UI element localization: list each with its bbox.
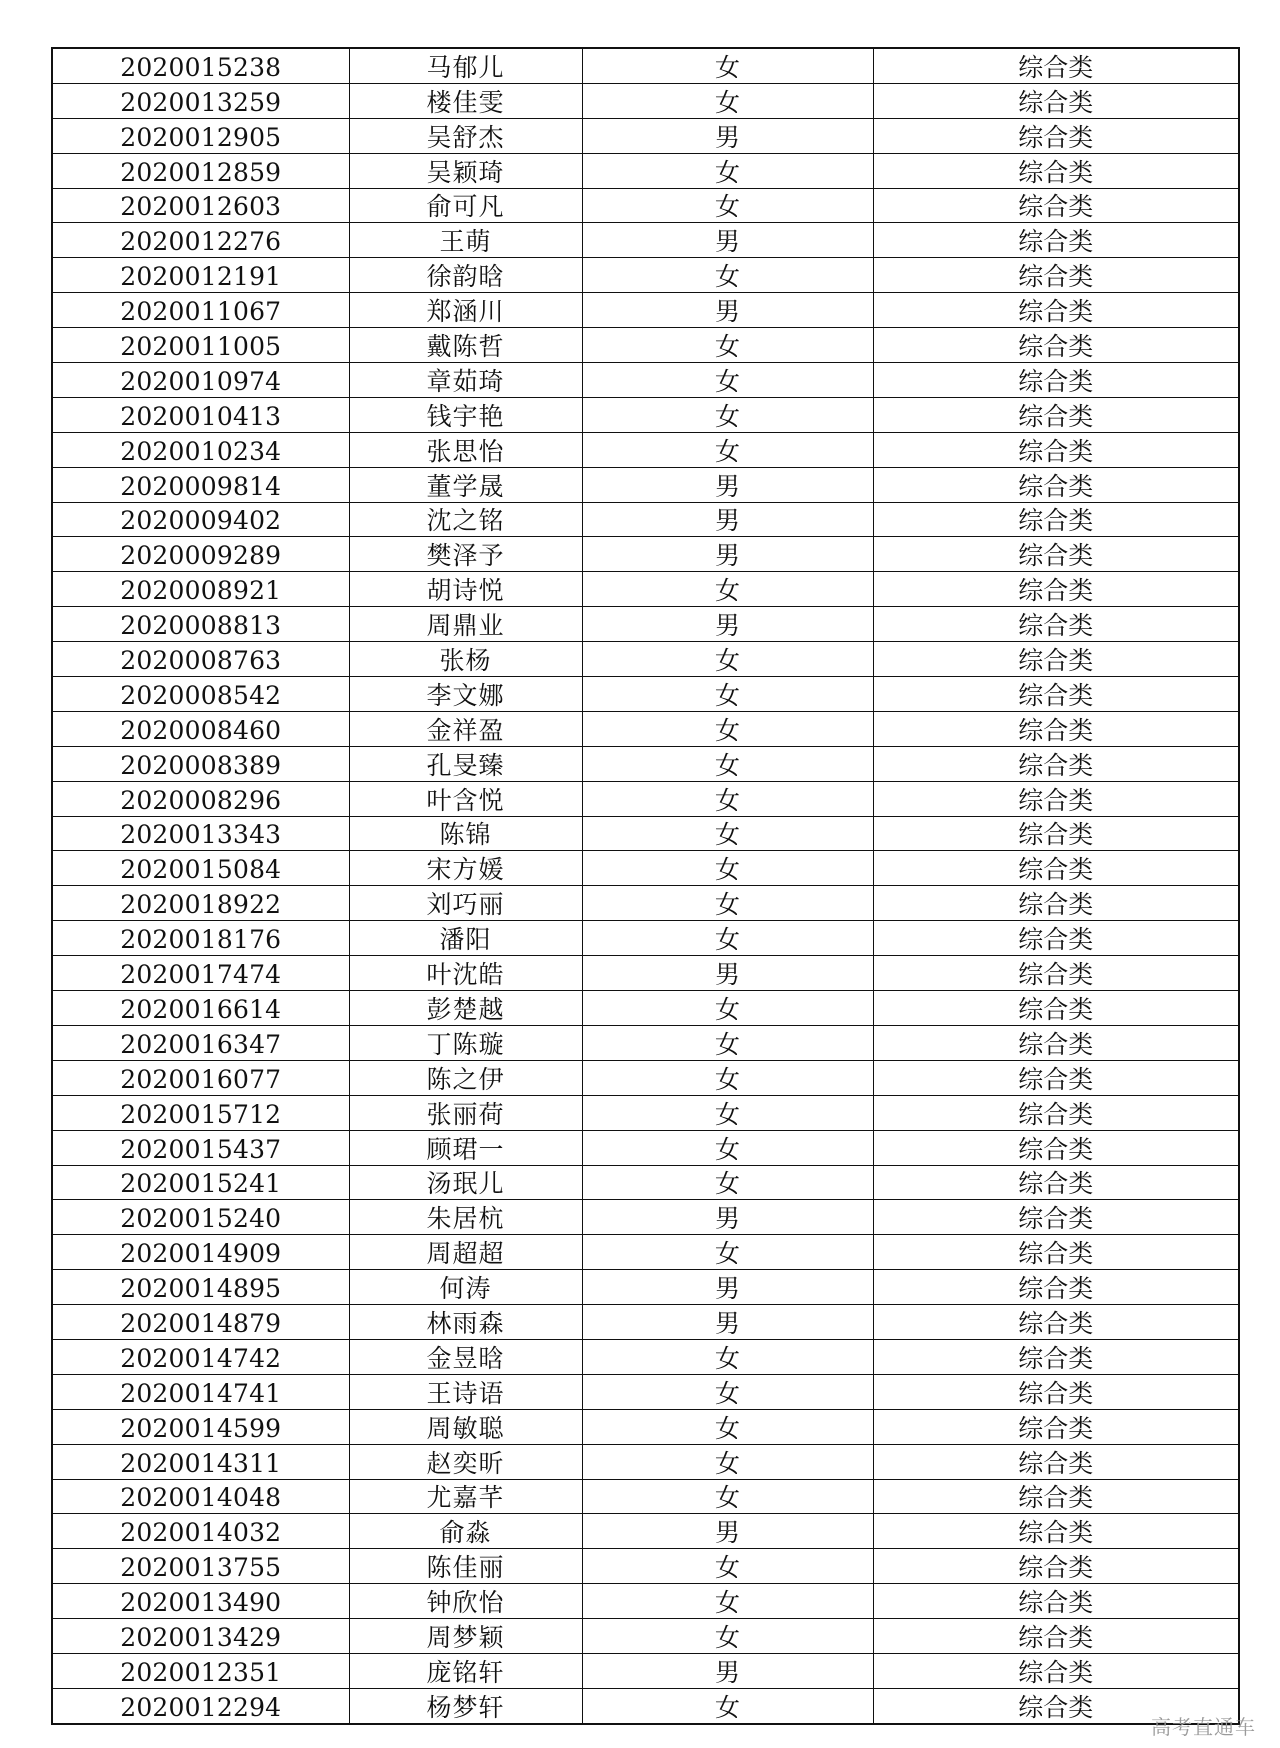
category-cell: 综合类 xyxy=(873,1235,1239,1270)
table-row xyxy=(52,258,1239,293)
category-cell: 综合类 xyxy=(873,711,1239,746)
student-id-cell: 2020012859 xyxy=(52,153,349,188)
category-cell: 综合类 xyxy=(873,1584,1239,1619)
student-name-cell: 朱居杭 xyxy=(349,1200,582,1235)
table-row xyxy=(52,711,1239,746)
table-row xyxy=(52,956,1239,991)
table-row xyxy=(52,397,1239,432)
student-name-cell: 吴舒杰 xyxy=(349,118,582,153)
gender-cell: 女 xyxy=(582,921,873,956)
student-name-cell: 钟欣怡 xyxy=(349,1584,582,1619)
student-id-cell: 2020013259 xyxy=(52,83,349,118)
category-cell: 综合类 xyxy=(873,607,1239,642)
student-id-cell: 2020016614 xyxy=(52,991,349,1026)
student-id-cell: 2020012905 xyxy=(52,118,349,153)
table-row xyxy=(52,1444,1239,1479)
table-row xyxy=(52,1060,1239,1095)
student-id-cell: 2020013343 xyxy=(52,816,349,851)
student-name-cell: 周敏聪 xyxy=(349,1409,582,1444)
table-row xyxy=(52,118,1239,153)
student-id-cell: 2020011067 xyxy=(52,293,349,328)
gender-cell: 女 xyxy=(582,1549,873,1584)
table-row xyxy=(52,48,1239,83)
student-name-cell: 董学晟 xyxy=(349,467,582,502)
gender-cell: 女 xyxy=(582,328,873,363)
gender-cell: 男 xyxy=(582,1270,873,1305)
gender-cell: 女 xyxy=(582,851,873,886)
category-cell: 综合类 xyxy=(873,397,1239,432)
table-row xyxy=(52,223,1239,258)
student-id-cell: 2020012603 xyxy=(52,188,349,223)
table-row xyxy=(52,1688,1239,1723)
gender-cell: 女 xyxy=(582,1409,873,1444)
category-cell: 综合类 xyxy=(873,1200,1239,1235)
student-name-cell: 吴颖琦 xyxy=(349,153,582,188)
student-id-cell: 2020015437 xyxy=(52,1130,349,1165)
table-row xyxy=(52,502,1239,537)
category-cell: 综合类 xyxy=(873,1653,1239,1688)
student-name-cell: 金昱晗 xyxy=(349,1339,582,1374)
student-name-cell: 孔旻臻 xyxy=(349,746,582,781)
student-id-cell: 2020015241 xyxy=(52,1165,349,1200)
student-id-cell: 2020010974 xyxy=(52,363,349,398)
gender-cell: 男 xyxy=(582,293,873,328)
student-name-cell: 叶含悦 xyxy=(349,781,582,816)
table-row xyxy=(52,153,1239,188)
student-id-cell: 2020011005 xyxy=(52,328,349,363)
gender-cell: 男 xyxy=(582,956,873,991)
student-name-cell: 李文娜 xyxy=(349,677,582,712)
student-id-cell: 2020015084 xyxy=(52,851,349,886)
category-cell: 综合类 xyxy=(873,48,1239,83)
student-name-cell: 尤嘉芊 xyxy=(349,1479,582,1514)
category-cell: 综合类 xyxy=(873,118,1239,153)
category-cell: 综合类 xyxy=(873,1444,1239,1479)
table-row xyxy=(52,537,1239,572)
student-name-cell: 张丽荷 xyxy=(349,1095,582,1130)
gender-cell: 女 xyxy=(582,1374,873,1409)
student-id-cell: 2020008389 xyxy=(52,746,349,781)
student-name-cell: 马郁儿 xyxy=(349,48,582,83)
table-row xyxy=(52,1584,1239,1619)
student-id-cell: 2020009814 xyxy=(52,467,349,502)
gender-cell: 女 xyxy=(582,48,873,83)
category-cell: 综合类 xyxy=(873,328,1239,363)
gender-cell: 女 xyxy=(582,781,873,816)
category-cell: 综合类 xyxy=(873,188,1239,223)
student-id-cell: 2020014048 xyxy=(52,1479,349,1514)
gender-cell: 女 xyxy=(582,816,873,851)
table-row xyxy=(52,1619,1239,1654)
student-name-cell: 叶沈皓 xyxy=(349,956,582,991)
student-id-cell: 2020017474 xyxy=(52,956,349,991)
student-name-cell: 郑涵川 xyxy=(349,293,582,328)
category-cell: 综合类 xyxy=(873,502,1239,537)
student-name-cell: 丁陈璇 xyxy=(349,1025,582,1060)
table-row xyxy=(52,1374,1239,1409)
category-cell: 综合类 xyxy=(873,537,1239,572)
gender-cell: 女 xyxy=(582,1235,873,1270)
gender-cell: 女 xyxy=(582,1584,873,1619)
gender-cell: 男 xyxy=(582,118,873,153)
student-id-cell: 2020014879 xyxy=(52,1305,349,1340)
gender-cell: 女 xyxy=(582,188,873,223)
student-id-cell: 2020014599 xyxy=(52,1409,349,1444)
gender-cell: 女 xyxy=(582,1060,873,1095)
student-id-cell: 2020013755 xyxy=(52,1549,349,1584)
category-cell: 综合类 xyxy=(873,153,1239,188)
student-name-cell: 陈之伊 xyxy=(349,1060,582,1095)
table-row xyxy=(52,188,1239,223)
gender-cell: 男 xyxy=(582,537,873,572)
category-cell: 综合类 xyxy=(873,572,1239,607)
student-id-cell: 2020018176 xyxy=(52,921,349,956)
table-row xyxy=(52,1549,1239,1584)
gender-cell: 女 xyxy=(582,153,873,188)
table-row xyxy=(52,642,1239,677)
student-id-cell: 2020015240 xyxy=(52,1200,349,1235)
table-row xyxy=(52,1409,1239,1444)
gender-cell: 女 xyxy=(582,1444,873,1479)
gender-cell: 男 xyxy=(582,1653,873,1688)
student-name-cell: 张思怡 xyxy=(349,432,582,467)
student-id-cell: 2020008813 xyxy=(52,607,349,642)
category-cell: 综合类 xyxy=(873,816,1239,851)
student-id-cell: 2020008763 xyxy=(52,642,349,677)
table-row xyxy=(52,363,1239,398)
student-name-cell: 何涛 xyxy=(349,1270,582,1305)
student-id-cell: 2020013490 xyxy=(52,1584,349,1619)
gender-cell: 男 xyxy=(582,467,873,502)
category-cell: 综合类 xyxy=(873,642,1239,677)
gender-cell: 女 xyxy=(582,1025,873,1060)
category-cell: 综合类 xyxy=(873,1514,1239,1549)
category-cell: 综合类 xyxy=(873,1095,1239,1130)
student-name-cell: 顾珺一 xyxy=(349,1130,582,1165)
student-id-cell: 2020016077 xyxy=(52,1060,349,1095)
category-cell: 综合类 xyxy=(873,293,1239,328)
gender-cell: 女 xyxy=(582,83,873,118)
gender-cell: 女 xyxy=(582,991,873,1026)
student-id-cell: 2020012191 xyxy=(52,258,349,293)
table-row xyxy=(52,921,1239,956)
student-id-cell: 2020014741 xyxy=(52,1374,349,1409)
student-name-cell: 楼佳雯 xyxy=(349,83,582,118)
student-id-cell: 2020012294 xyxy=(52,1688,349,1723)
category-cell: 综合类 xyxy=(873,1409,1239,1444)
category-cell: 综合类 xyxy=(873,83,1239,118)
table-row xyxy=(52,1339,1239,1374)
category-cell: 综合类 xyxy=(873,746,1239,781)
student-id-cell: 2020012351 xyxy=(52,1653,349,1688)
gender-cell: 女 xyxy=(582,1130,873,1165)
student-name-cell: 庞铭轩 xyxy=(349,1653,582,1688)
table-row xyxy=(52,432,1239,467)
gender-cell: 女 xyxy=(582,572,873,607)
gender-cell: 女 xyxy=(582,432,873,467)
table-row xyxy=(52,607,1239,642)
table-row xyxy=(52,1025,1239,1060)
gender-cell: 女 xyxy=(582,886,873,921)
gender-cell: 女 xyxy=(582,397,873,432)
gender-cell: 女 xyxy=(582,1339,873,1374)
category-cell: 综合类 xyxy=(873,1025,1239,1060)
gender-cell: 女 xyxy=(582,746,873,781)
category-cell: 综合类 xyxy=(873,1688,1239,1723)
student-name-cell: 周鼎业 xyxy=(349,607,582,642)
category-cell: 综合类 xyxy=(873,1479,1239,1514)
student-id-cell: 2020008296 xyxy=(52,781,349,816)
category-cell: 综合类 xyxy=(873,781,1239,816)
gender-cell: 男 xyxy=(582,1514,873,1549)
student-name-cell: 陈佳丽 xyxy=(349,1549,582,1584)
table-row xyxy=(52,1165,1239,1200)
table-row xyxy=(52,328,1239,363)
category-cell: 综合类 xyxy=(873,921,1239,956)
gender-cell: 男 xyxy=(582,1200,873,1235)
gender-cell: 男 xyxy=(582,502,873,537)
student-id-cell: 2020014032 xyxy=(52,1514,349,1549)
category-cell: 综合类 xyxy=(873,1549,1239,1584)
table-row xyxy=(52,1270,1239,1305)
student-name-cell: 章茹琦 xyxy=(349,363,582,398)
student-roster-table xyxy=(51,47,1240,1725)
category-cell: 综合类 xyxy=(873,1060,1239,1095)
student-name-cell: 俞淼 xyxy=(349,1514,582,1549)
student-name-cell: 彭楚越 xyxy=(349,991,582,1026)
student-id-cell: 2020014895 xyxy=(52,1270,349,1305)
student-name-cell: 张杨 xyxy=(349,642,582,677)
table-row xyxy=(52,746,1239,781)
category-cell: 综合类 xyxy=(873,1339,1239,1374)
table-row xyxy=(52,572,1239,607)
student-id-cell: 2020012276 xyxy=(52,223,349,258)
category-cell: 综合类 xyxy=(873,1374,1239,1409)
student-name-cell: 周梦颖 xyxy=(349,1619,582,1654)
category-cell: 综合类 xyxy=(873,363,1239,398)
category-cell: 综合类 xyxy=(873,886,1239,921)
table-row xyxy=(52,816,1239,851)
table-row xyxy=(52,1305,1239,1340)
table-row xyxy=(52,1514,1239,1549)
student-name-cell: 汤珉儿 xyxy=(349,1165,582,1200)
student-id-cell: 2020008460 xyxy=(52,711,349,746)
category-cell: 综合类 xyxy=(873,677,1239,712)
student-id-cell: 2020010413 xyxy=(52,397,349,432)
student-name-cell: 樊泽予 xyxy=(349,537,582,572)
student-name-cell: 徐韵晗 xyxy=(349,258,582,293)
gender-cell: 女 xyxy=(582,711,873,746)
category-cell: 综合类 xyxy=(873,1130,1239,1165)
table-row xyxy=(52,83,1239,118)
category-cell: 综合类 xyxy=(873,432,1239,467)
gender-cell: 女 xyxy=(582,1479,873,1514)
student-name-cell: 陈锦 xyxy=(349,816,582,851)
student-name-cell: 赵奕昕 xyxy=(349,1444,582,1479)
student-id-cell: 2020008542 xyxy=(52,677,349,712)
table-row xyxy=(52,1479,1239,1514)
gender-cell: 女 xyxy=(582,1095,873,1130)
category-cell: 综合类 xyxy=(873,223,1239,258)
table-row xyxy=(52,467,1239,502)
category-cell: 综合类 xyxy=(873,991,1239,1026)
gender-cell: 男 xyxy=(582,223,873,258)
gender-cell: 女 xyxy=(582,258,873,293)
table-row xyxy=(52,886,1239,921)
student-name-cell: 林雨森 xyxy=(349,1305,582,1340)
roster-body xyxy=(52,48,1239,1724)
table-row xyxy=(52,991,1239,1026)
student-name-cell: 胡诗悦 xyxy=(349,572,582,607)
student-name-cell: 沈之铭 xyxy=(349,502,582,537)
table-row xyxy=(52,1200,1239,1235)
student-name-cell: 钱宇艳 xyxy=(349,397,582,432)
watermark-text: 高考直通车 xyxy=(1151,1715,1256,1739)
student-id-cell: 2020015238 xyxy=(52,48,349,83)
student-name-cell: 刘巧丽 xyxy=(349,886,582,921)
student-id-cell: 2020013429 xyxy=(52,1619,349,1654)
student-name-cell: 戴陈哲 xyxy=(349,328,582,363)
gender-cell: 女 xyxy=(582,677,873,712)
category-cell: 综合类 xyxy=(873,851,1239,886)
student-name-cell: 俞可凡 xyxy=(349,188,582,223)
table-row xyxy=(52,293,1239,328)
student-id-cell: 2020008921 xyxy=(52,572,349,607)
category-cell: 综合类 xyxy=(873,1165,1239,1200)
gender-cell: 女 xyxy=(582,642,873,677)
student-id-cell: 2020015712 xyxy=(52,1095,349,1130)
student-id-cell: 2020009289 xyxy=(52,537,349,572)
student-name-cell: 金祥盈 xyxy=(349,711,582,746)
student-id-cell: 2020018922 xyxy=(52,886,349,921)
table-row xyxy=(52,1653,1239,1688)
student-name-cell: 宋方媛 xyxy=(349,851,582,886)
table-row xyxy=(52,1095,1239,1130)
table-row xyxy=(52,1235,1239,1270)
student-name-cell: 杨梦轩 xyxy=(349,1688,582,1723)
gender-cell: 男 xyxy=(582,607,873,642)
gender-cell: 女 xyxy=(582,1165,873,1200)
student-id-cell: 2020014742 xyxy=(52,1339,349,1374)
category-cell: 综合类 xyxy=(873,1305,1239,1340)
category-cell: 综合类 xyxy=(873,1270,1239,1305)
table-row xyxy=(52,781,1239,816)
student-id-cell: 2020009402 xyxy=(52,502,349,537)
student-name-cell: 王诗语 xyxy=(349,1374,582,1409)
table-row xyxy=(52,1130,1239,1165)
category-cell: 综合类 xyxy=(873,956,1239,991)
student-name-cell: 周超超 xyxy=(349,1235,582,1270)
student-name-cell: 王萌 xyxy=(349,223,582,258)
gender-cell: 女 xyxy=(582,363,873,398)
gender-cell: 女 xyxy=(582,1688,873,1723)
category-cell: 综合类 xyxy=(873,467,1239,502)
student-id-cell: 2020016347 xyxy=(52,1025,349,1060)
student-id-cell: 2020014311 xyxy=(52,1444,349,1479)
student-name-cell: 潘阳 xyxy=(349,921,582,956)
category-cell: 综合类 xyxy=(873,258,1239,293)
gender-cell: 男 xyxy=(582,1305,873,1340)
student-id-cell: 2020014909 xyxy=(52,1235,349,1270)
category-cell: 综合类 xyxy=(873,1619,1239,1654)
student-id-cell: 2020010234 xyxy=(52,432,349,467)
table-row xyxy=(52,851,1239,886)
table-row xyxy=(52,677,1239,712)
gender-cell: 女 xyxy=(582,1619,873,1654)
